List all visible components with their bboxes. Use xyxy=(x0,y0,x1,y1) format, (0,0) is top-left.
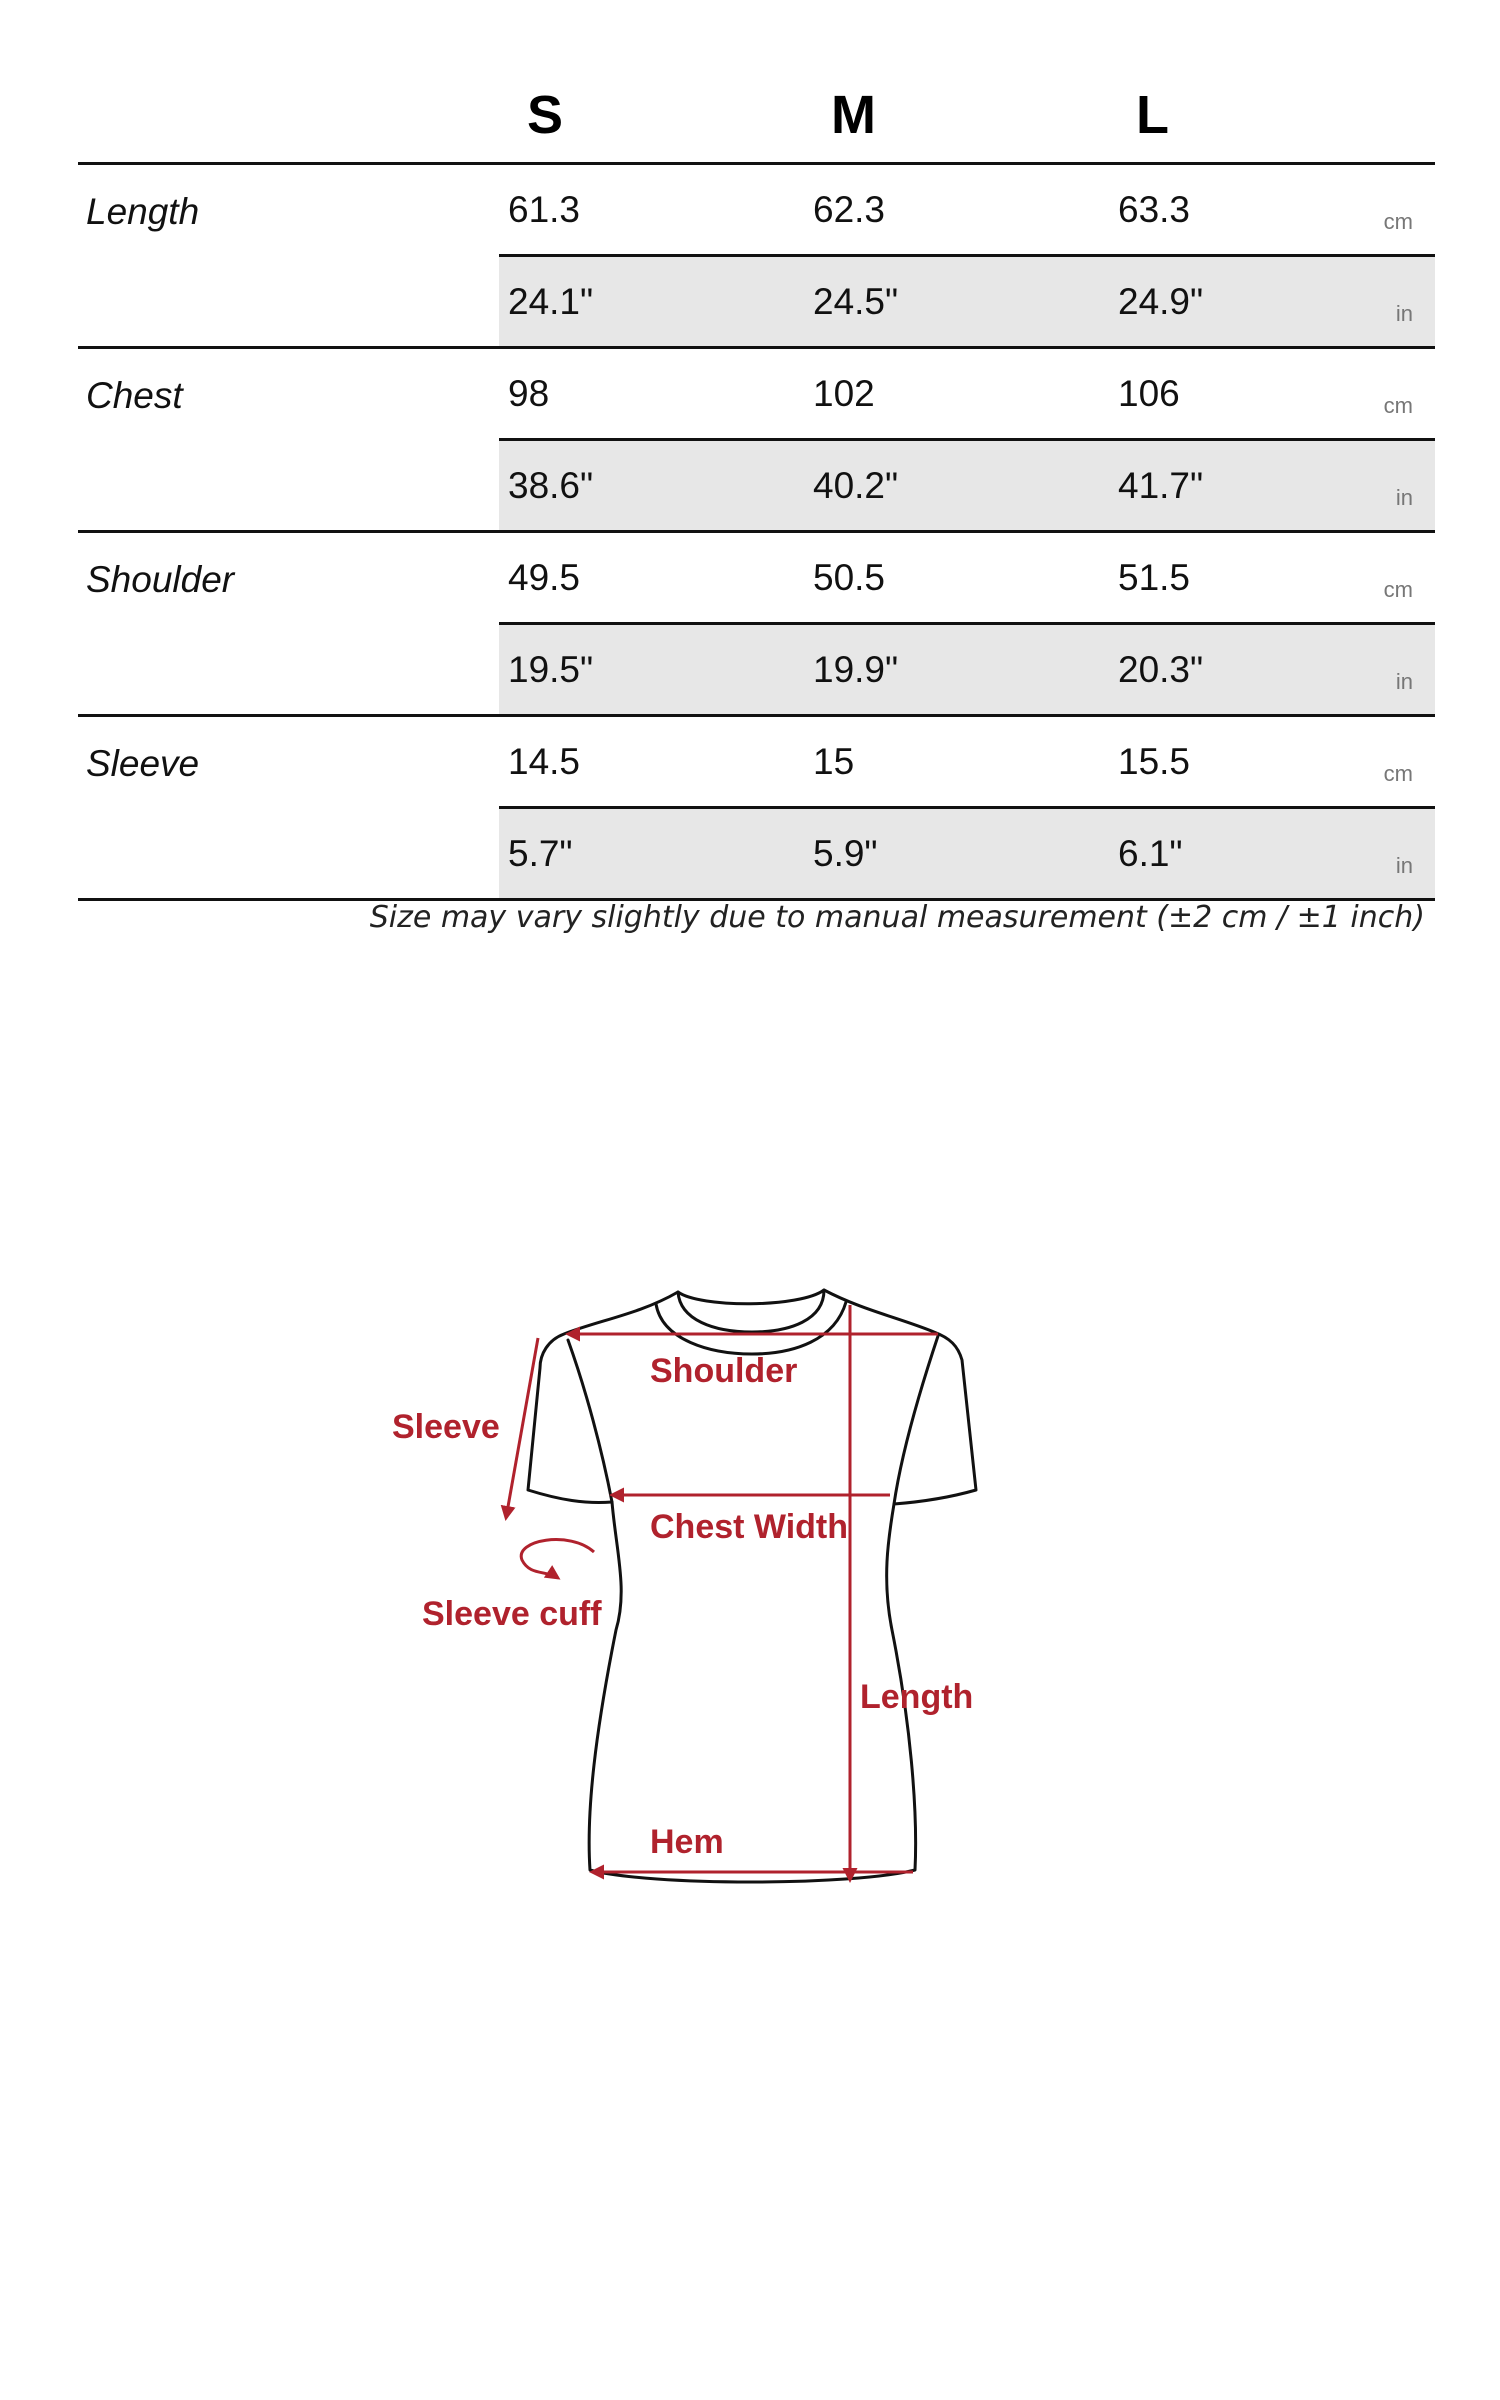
value-s-cm: 49.5 xyxy=(508,557,581,598)
size-header-m: M xyxy=(831,85,876,145)
value-s-cm: 98 xyxy=(508,373,550,414)
measurement-group-sleeve xyxy=(78,717,1435,901)
tshirt-diagram-svg xyxy=(0,1250,1500,1950)
chest-width-label: Chest Width xyxy=(650,1508,849,1546)
measurement-label: Length xyxy=(86,191,200,232)
cm-row xyxy=(499,165,1435,257)
value-s-cm: 61.3 xyxy=(508,189,581,230)
value-l-cm: 51.5 xyxy=(1118,557,1191,598)
cm-row xyxy=(499,349,1435,441)
value-m-in: 24.5" xyxy=(813,281,899,322)
measurement-label: Sleeve xyxy=(86,743,200,784)
unit-cm: cm xyxy=(1383,393,1413,418)
inch-row xyxy=(499,257,1435,346)
value-l-in: 6.1" xyxy=(1118,833,1183,874)
measurement-label: Shoulder xyxy=(86,559,235,600)
value-m-cm: 62.3 xyxy=(813,189,886,230)
value-s-in: 19.5" xyxy=(508,649,594,690)
value-l-cm: 63.3 xyxy=(1118,189,1191,230)
shoulder-label: Shoulder xyxy=(650,1352,798,1390)
value-m-cm: 102 xyxy=(813,373,875,414)
unit-cm: cm xyxy=(1383,209,1413,234)
size-header-l: L xyxy=(1136,85,1169,145)
sleeve-cuff-label: Sleeve cuff xyxy=(422,1595,602,1633)
value-l-cm: 15.5 xyxy=(1118,741,1191,782)
unit-in: in xyxy=(1395,669,1413,694)
value-m-in: 5.9" xyxy=(813,833,878,874)
value-l-in: 24.9" xyxy=(1118,281,1204,322)
value-s-cm: 14.5 xyxy=(508,741,581,782)
inch-row xyxy=(499,625,1435,714)
unit-in: in xyxy=(1395,301,1413,326)
value-m-in: 40.2" xyxy=(813,465,899,506)
measurement-group-length xyxy=(78,165,1435,349)
unit-in: in xyxy=(1395,853,1413,878)
value-m-in: 19.9" xyxy=(813,649,899,690)
unit-cm: cm xyxy=(1383,577,1413,602)
unit-cm: cm xyxy=(1383,761,1413,786)
value-s-in: 24.1" xyxy=(508,281,594,322)
measurement-group-chest xyxy=(78,349,1435,533)
measurement-group-shoulder xyxy=(78,533,1435,717)
measurement-note: Size may vary slightly due to manual measurement (±2 cm / ±1 inch) xyxy=(369,900,1425,935)
size-header-row xyxy=(78,70,1435,165)
value-l-in: 20.3" xyxy=(1118,649,1204,690)
value-l-in: 41.7" xyxy=(1118,465,1204,506)
measurement-label: Chest xyxy=(86,375,183,416)
value-m-cm: 15 xyxy=(813,741,855,782)
inch-row xyxy=(499,441,1435,530)
sleeve-label: Sleeve xyxy=(392,1408,500,1446)
hem-label: Hem xyxy=(650,1823,724,1861)
unit-in: in xyxy=(1395,485,1413,510)
tshirt-measurement-diagram xyxy=(0,1250,1500,1950)
sleeve-cuff-arrow xyxy=(521,1540,594,1578)
value-m-cm: 50.5 xyxy=(813,557,886,598)
measurement-arrows xyxy=(506,1305,938,1880)
size-table xyxy=(78,70,1435,935)
size-header-s: S xyxy=(527,85,564,145)
cm-row xyxy=(499,717,1435,809)
cm-row xyxy=(499,533,1435,625)
value-s-in: 5.7" xyxy=(508,833,573,874)
value-l-cm: 106 xyxy=(1118,373,1180,414)
length-label: Length xyxy=(860,1678,974,1716)
inch-row xyxy=(499,809,1435,898)
value-s-in: 38.6" xyxy=(508,465,594,506)
